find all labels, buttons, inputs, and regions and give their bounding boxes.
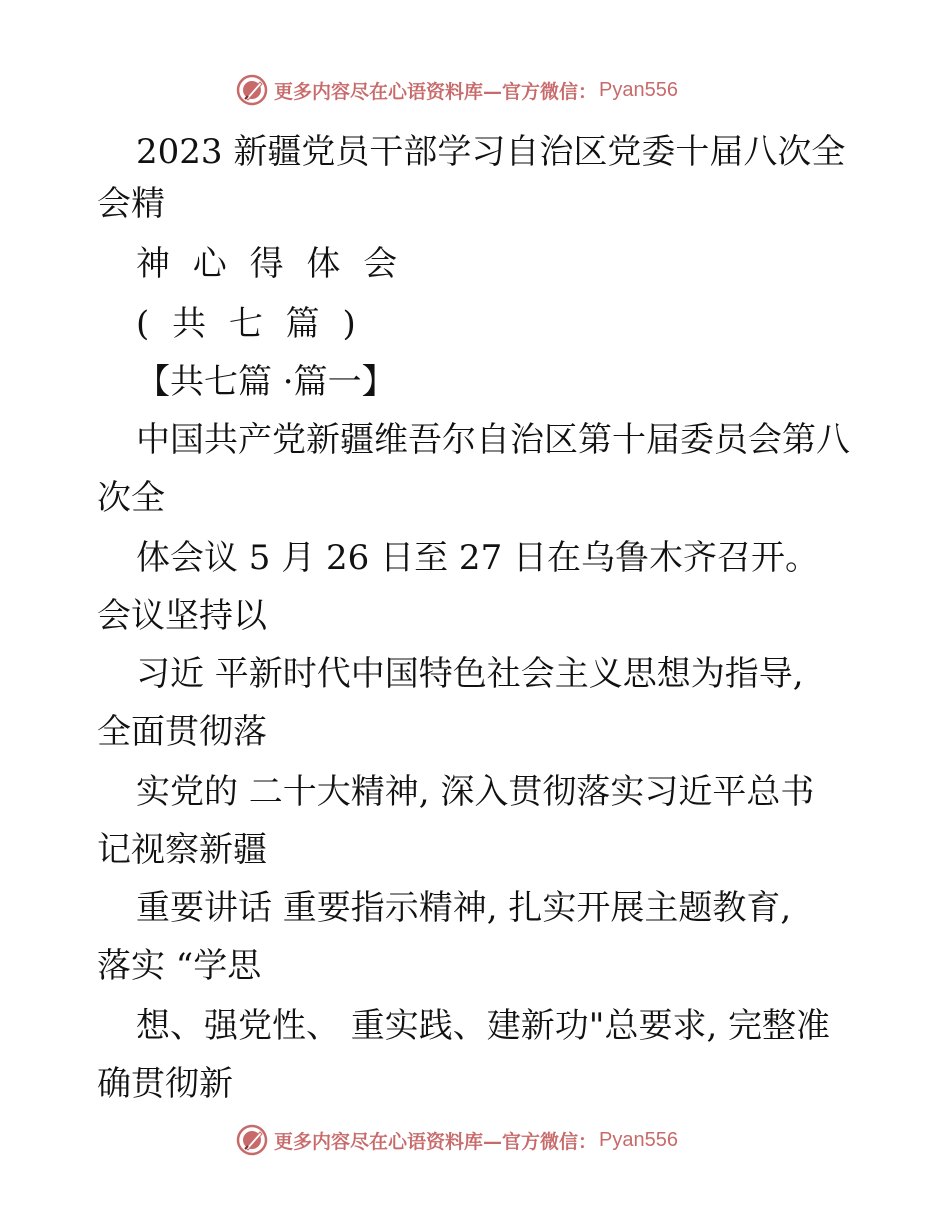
text-line: 体会议 5 月 26 日至 27 日在乌鲁木齐召开。 bbox=[136, 538, 820, 578]
text-line: 习近 平新时代中国特色社会主义思想为指导, bbox=[136, 654, 804, 694]
header-watermark-banner bbox=[236, 72, 678, 108]
watermark-wechat-id: Pyan556 bbox=[599, 78, 678, 101]
text-line: 记视察新疆 bbox=[97, 830, 267, 870]
text-line: 神 心 得 体 会 bbox=[136, 244, 404, 284]
watermark-wechat-id: Pyan556 bbox=[599, 1128, 678, 1151]
text-line: 2023 新疆党员干部学习自治区党委十届八次全 bbox=[136, 132, 846, 172]
footer-watermark-banner bbox=[236, 1122, 678, 1158]
text-line: 次全 bbox=[97, 478, 165, 518]
quill-pen-seal-icon bbox=[236, 1124, 268, 1156]
text-line: 落实 “学思 bbox=[97, 946, 262, 986]
watermark-text: 更多内容尽在心语资料库—官方微信： bbox=[274, 80, 598, 103]
text-line: 全面贯彻落 bbox=[97, 712, 267, 752]
text-line: 实党的 二十大精神, 深入贯彻落实习近平总书 bbox=[136, 772, 815, 812]
text-line: 中国共产党新疆维吾尔自治区第十届委员会第八 bbox=[136, 420, 850, 460]
text-line: 会精 bbox=[97, 184, 165, 224]
text-line: 确贯彻新 bbox=[97, 1064, 233, 1104]
text-line: 想、强党性、 重实践、建新功"总要求, 完整准 bbox=[136, 1006, 831, 1046]
text-line: ( 共 七 篇 ) bbox=[136, 304, 362, 344]
text-line: 重要讲话 重要指示精神, 扎实开展主题教育, bbox=[136, 888, 792, 928]
text-line: 会议坚持以 bbox=[97, 596, 267, 636]
section-heading: 【共七篇 ·篇一】 bbox=[136, 362, 396, 402]
quill-pen-seal-icon bbox=[236, 74, 268, 106]
watermark-text: 更多内容尽在心语资料库—官方微信： bbox=[274, 1130, 598, 1153]
